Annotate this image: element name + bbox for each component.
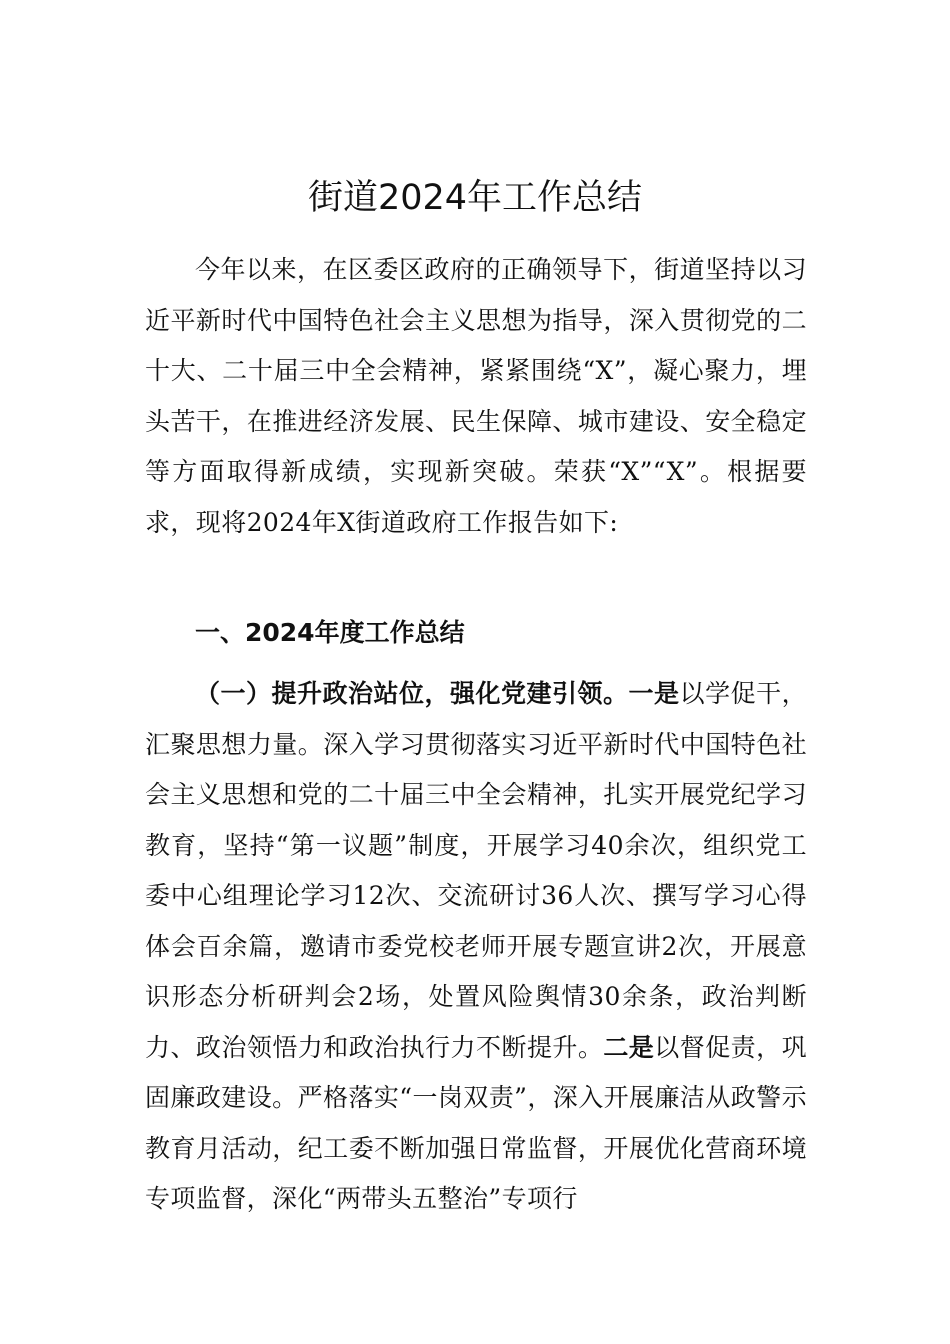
point-one-text: 以学促干，汇聚思想力量。深入学习贯彻落实习近平新时代中国特色社会主义思想和党的二十届三中全会精神，扎实开展党纪学习教育，坚持“第一议题”制度，开展学习40余次，组织党工委中心组理论学习12次、交流研讨36人次、撰写学习心得体会百余篇，邀请市委党校老师开展专题宣讲2次，开展意识形态分析研判会2场，处置风险舆情30余条，政治判断力、政治领悟力和政治执行力不断提升。 xyxy=(145,679,807,1062)
section-heading: 一、2024年度工作总结 xyxy=(195,618,465,647)
intro-paragraph: 今年以来，在区委区政府的正确领导下，街道坚持以习近平新时代中国特色社会主义思想为指导，深入贯彻党的二十大、二十届三中全会精神，紧紧围绕“X”，凝心聚力，埋头苦干，在推进经济发展、民生保障、城市建设、安全稳定等方面取得新成绩，实现新突破。荣获“X”“X”。根据要求，现将2024年X街道政府工作报告如下: xyxy=(145,255,807,537)
point-two-text: 以督促责，巩固廉政建设。严格落实“一岗双责”，深入开展廉洁从政警示教育月活动，纪工委不断加强日常监督，开展优化营商环境专项监督，深化“两带头五整治”专项行 xyxy=(145,1032,807,1213)
document-title: 街道2024年工作总结 xyxy=(307,178,643,218)
subsection-paragraph xyxy=(145,669,807,1225)
point-one-lead: 一是 xyxy=(628,679,680,708)
subsection-heading: （一）提升政治站位，强化党建引领。 xyxy=(195,679,629,708)
point-two-lead: 二是 xyxy=(603,1032,655,1062)
